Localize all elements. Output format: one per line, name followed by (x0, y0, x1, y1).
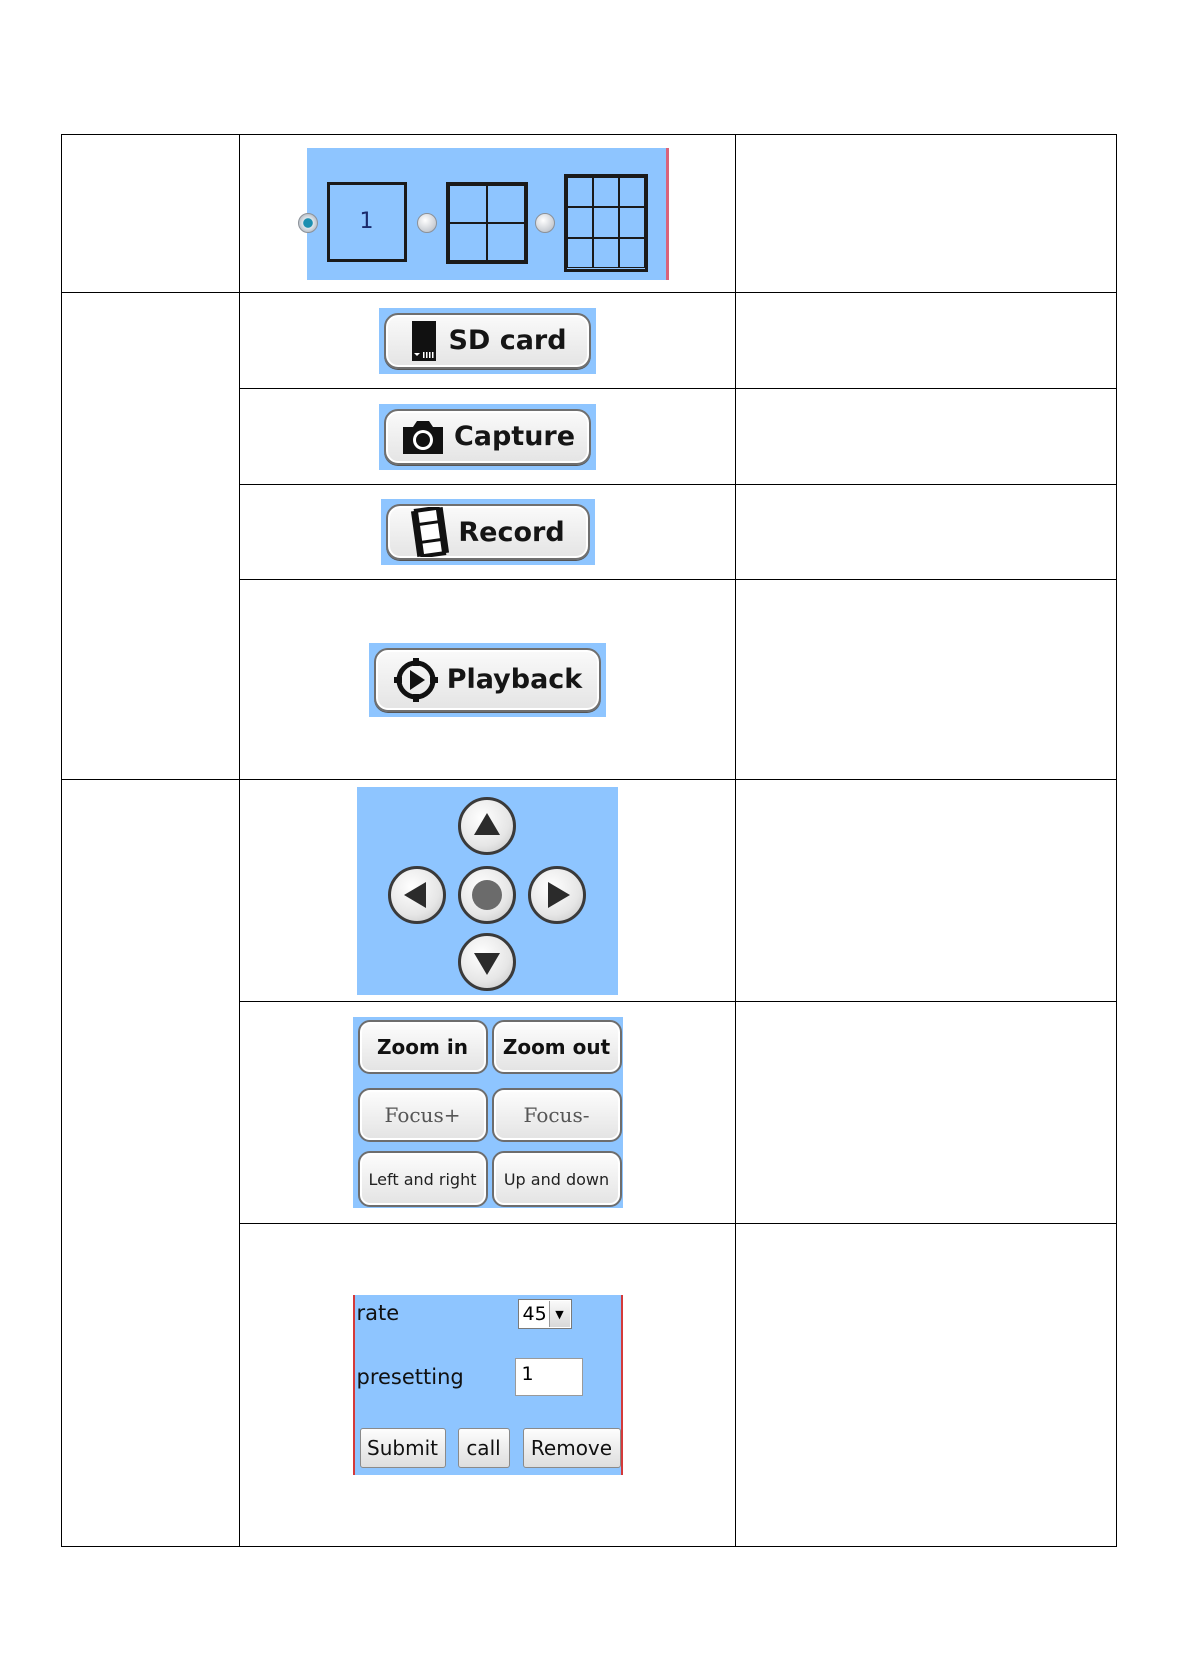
arrow-right-icon (531, 869, 583, 921)
description-cell (736, 135, 1117, 293)
category-cell (62, 135, 240, 293)
record-button[interactable] (386, 504, 590, 560)
center-dot-icon (461, 869, 513, 921)
preset-panel (353, 1295, 623, 1475)
zoom-out-button[interactable]: Zoom out (492, 1020, 622, 1074)
view-layout-selector (307, 148, 669, 280)
capture-button[interactable] (384, 409, 591, 465)
single-view-number: 1 (359, 209, 374, 234)
ui-cell (240, 135, 736, 293)
ui-cell (240, 1002, 736, 1224)
ptz-center-button[interactable] (458, 866, 516, 924)
remove-button[interactable]: Remove (523, 1428, 621, 1468)
nine-view-icon[interactable] (564, 174, 648, 272)
rate-select[interactable] (518, 1299, 572, 1329)
layout-single-radio[interactable] (298, 213, 318, 233)
playback-label: Playback (446, 664, 583, 695)
category-cell (62, 780, 240, 1547)
ptz-control-pad (357, 787, 618, 995)
record-label: Record (458, 516, 565, 548)
arrow-left-icon (391, 869, 443, 921)
pan-down-button[interactable] (458, 933, 516, 991)
description-cell (736, 389, 1117, 485)
description-cell (736, 293, 1117, 389)
description-cell (736, 780, 1117, 1002)
dropdown-arrow-icon[interactable]: ▼ (549, 1301, 570, 1327)
arrow-up-icon (461, 800, 513, 852)
ui-cell (240, 1224, 736, 1547)
description-cell (736, 1002, 1117, 1224)
presetting-input[interactable]: 1 (515, 1358, 583, 1396)
rate-label: rate (356, 1301, 400, 1325)
playback-panel (369, 643, 606, 717)
capture-label: Capture (453, 421, 576, 452)
ui-cell (240, 293, 736, 389)
table-row (62, 293, 1117, 389)
table-row (62, 780, 1117, 1002)
presetting-label: presetting (356, 1365, 464, 1389)
description-cell (736, 485, 1117, 580)
camera-icon (400, 418, 446, 456)
table-row (62, 135, 1117, 293)
submit-button[interactable]: Submit (360, 1428, 446, 1468)
sd-card-icon (408, 319, 440, 363)
playback-button[interactable] (374, 648, 601, 712)
pan-right-button[interactable] (528, 866, 586, 924)
pan-up-button[interactable] (458, 797, 516, 855)
up-down-scan-button[interactable]: Up and down (492, 1151, 622, 1207)
description-cell (736, 580, 1117, 780)
sd-card-button[interactable] (384, 313, 591, 369)
layout-quad-radio[interactable] (417, 213, 437, 233)
pan-left-button[interactable] (388, 866, 446, 924)
quad-view-icon[interactable] (446, 182, 528, 264)
call-button[interactable]: call (458, 1428, 510, 1468)
description-cell (736, 1224, 1117, 1547)
ui-cell (240, 389, 736, 485)
playback-icon (393, 657, 439, 703)
zoom-focus-panel (353, 1017, 623, 1208)
focus-plus-button[interactable]: Focus+ (358, 1088, 488, 1142)
layout-nine-radio[interactable] (535, 213, 555, 233)
film-strip-icon (410, 507, 450, 557)
rate-value: 45 (522, 1303, 547, 1325)
zoom-in-button[interactable]: Zoom in (358, 1020, 488, 1074)
ui-cell (240, 780, 736, 1002)
single-view-icon[interactable] (327, 182, 407, 262)
category-cell (62, 293, 240, 780)
sd-card-panel (379, 308, 596, 374)
left-right-scan-button[interactable]: Left and right (358, 1151, 488, 1207)
capture-panel (379, 404, 596, 470)
sd-card-label: SD card (448, 325, 567, 356)
feature-table (61, 134, 1117, 1547)
ui-cell (240, 580, 736, 780)
record-panel (381, 499, 595, 565)
ui-cell (240, 485, 736, 580)
focus-minus-button[interactable]: Focus- (492, 1088, 622, 1142)
arrow-down-icon (461, 936, 513, 988)
